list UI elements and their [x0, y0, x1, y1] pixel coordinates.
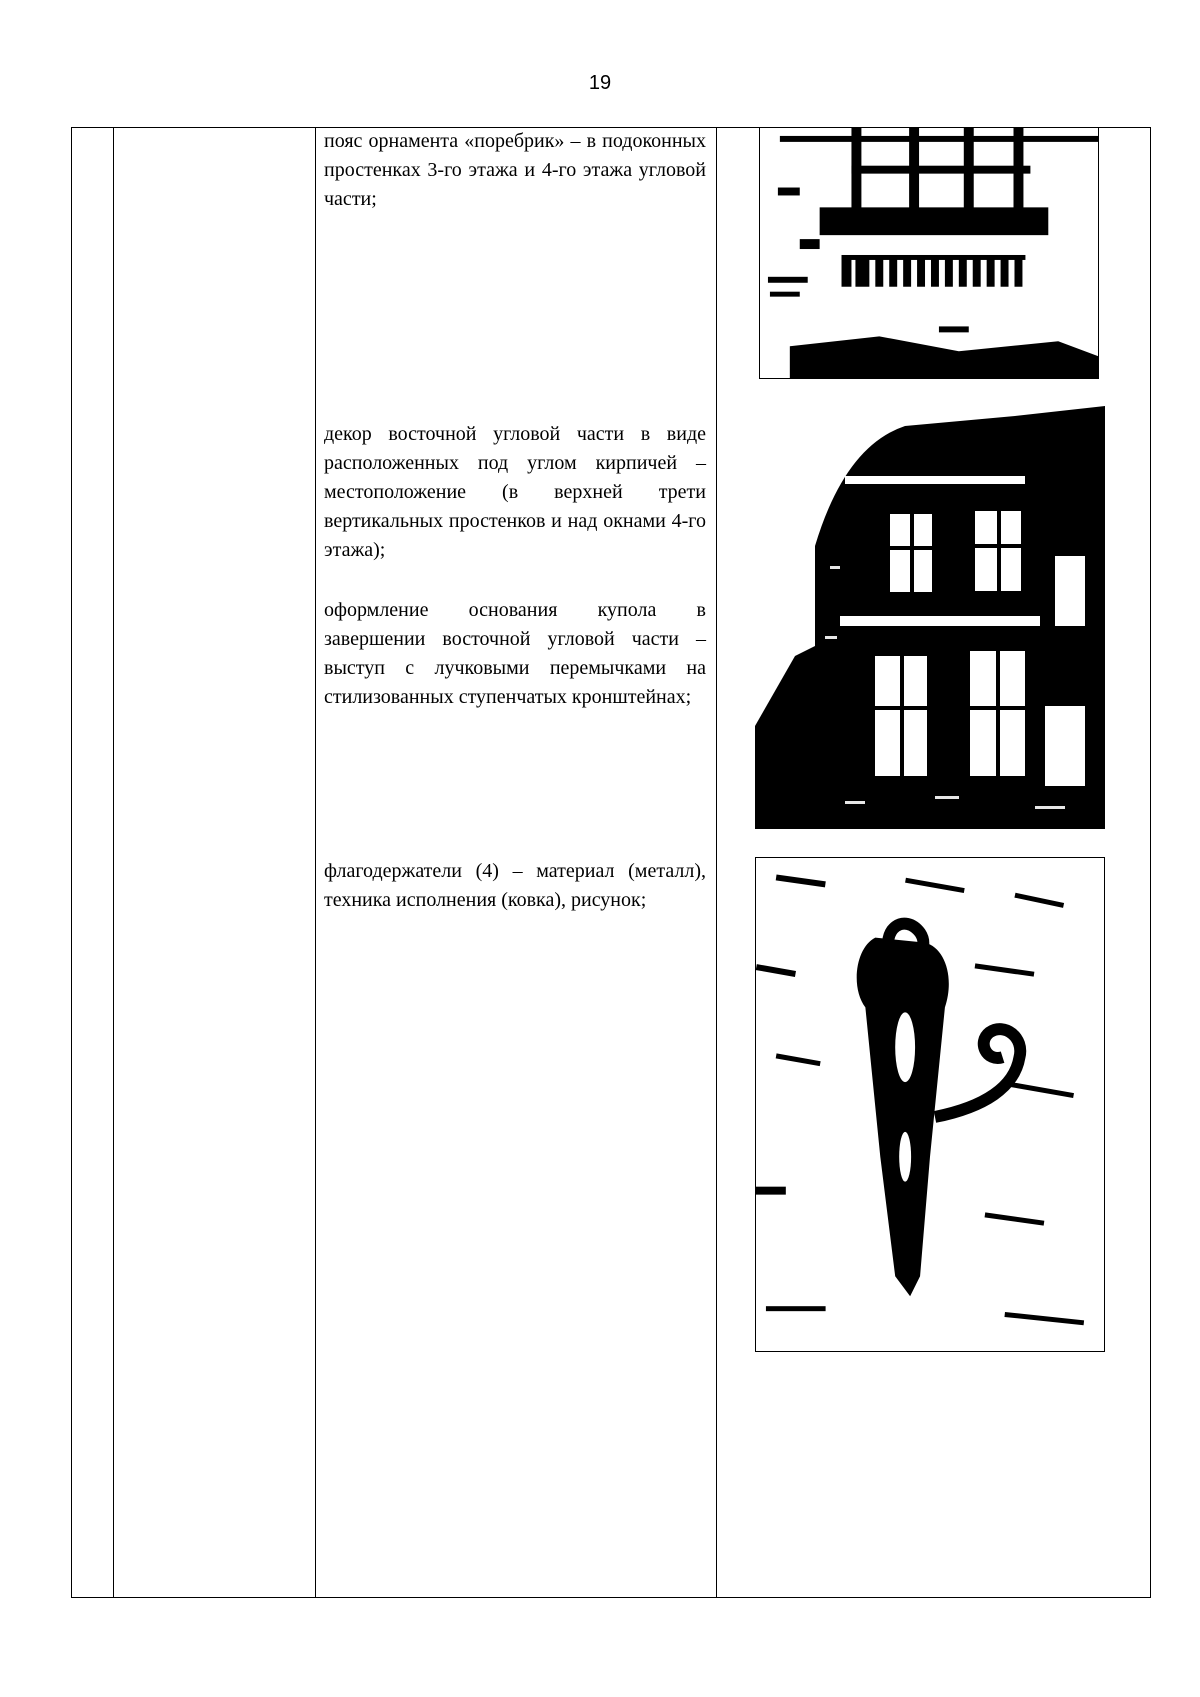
- photo-corner-tower: [755, 406, 1105, 829]
- column-divider-1: [113, 128, 114, 1597]
- row-text-cornice-ornament: пояс орнамента «поребрик» – в подоконных простенках 3-го этажа и 4-го этажа угловой части;: [324, 130, 706, 210]
- row-text-flag-holders: флагодержатели (4) – материал (металл), техника исполнения (ковка), рисунок;: [324, 860, 706, 911]
- page-number: 19: [588, 72, 612, 94]
- row-text-dome-base: оформление основания купола в завершении восточной угловой части – выступ с лучковыми перемычками на стилизованных ступенчатых кронштейнах;: [324, 599, 706, 708]
- photo-window-ornament: [759, 127, 1099, 379]
- column-divider-2: [315, 128, 316, 1597]
- column-divider-3: [716, 128, 717, 1597]
- photo-flag-holder: [755, 857, 1105, 1352]
- row-text-corner-decor: декор восточной угловой части в виде расположенных под углом кирпичей – местоположение (в верхней трети вертикальных простенков и над окнами 4-го этажа);: [324, 423, 706, 561]
